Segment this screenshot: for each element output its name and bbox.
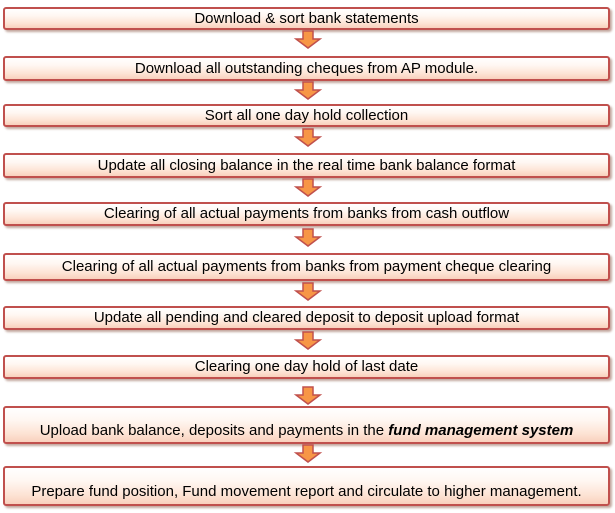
step-prepare-fund-position [3,466,610,506]
step-label: Upload bank balance, deposits and payments in the fund management system [39,422,574,439]
down-arrow-icon [293,282,323,301]
step-upload-fund-management [3,406,610,444]
step-update-deposit-upload [3,306,610,330]
down-arrow-icon [293,444,323,463]
step-label: Clearing of all actual payments from banks from payment cheque clearing [61,258,552,275]
down-arrow-icon [293,178,323,197]
step-label: Update all closing balance in the real time bank balance format [97,156,516,174]
step-label: Download all outstanding cheques from AP module. [134,59,479,77]
step-label: Prepare fund position, Fund movement report and circulate to higher management. [31,483,582,500]
step-clearing-payment-cheque [3,253,610,281]
step-update-closing-balance [3,153,610,178]
fund-management-system-emphasis: fund management system [388,422,574,439]
down-arrow-icon [293,81,323,100]
step-label: Sort all one day hold collection [204,106,409,124]
down-arrow-icon [293,331,323,350]
step-label: Download & sort bank statements [194,9,419,27]
down-arrow-icon [293,386,323,405]
down-arrow-icon [293,30,323,49]
step-clearing-cash-outflow [3,202,610,226]
down-arrow-icon [293,128,323,147]
step-download-sort-bank-statements [3,7,610,30]
step-sort-one-day-hold [3,104,610,127]
step-clearing-one-day-hold [3,355,610,379]
step-label: Clearing one day hold of last date [194,358,419,375]
step-label: Clearing of all actual payments from banks from cash outflow [103,205,510,222]
down-arrow-icon [293,228,323,247]
step-download-outstanding-cheques [3,56,610,81]
step-label: Update all pending and cleared deposit to deposit upload format [93,309,520,326]
